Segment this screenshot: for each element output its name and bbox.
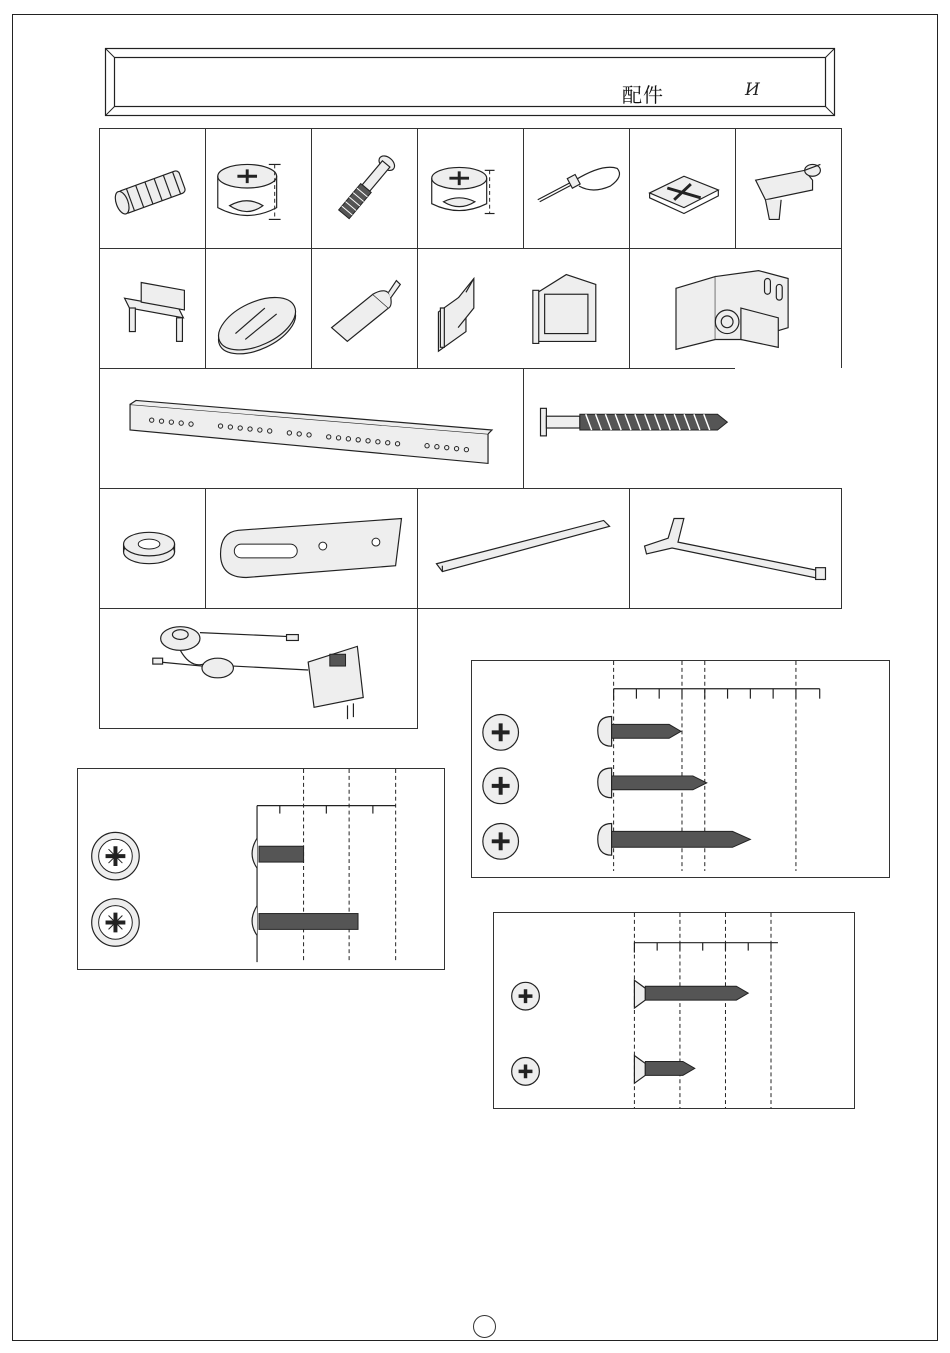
title-mark: И [745,80,760,100]
part-led-light-adapter [99,608,418,729]
part-flat-connecting-plate [205,488,418,609]
phillips-head-icon [483,715,519,751]
machine-screws-panel [77,768,445,970]
part-metal-bar [417,488,630,609]
part-washer [99,488,206,609]
title-frame [105,48,835,116]
part-allen-key [629,488,842,609]
part-wooden-dowel [99,128,206,249]
pozidriv-head-icon [92,832,140,880]
part-glass-door-hinge [417,248,630,369]
part-cable-tie-mount [629,128,736,249]
part-connector-screw [523,368,736,489]
page-number [473,1315,496,1338]
phillips-head-icon [512,1058,540,1086]
empty-cell [735,368,842,489]
part-shelf-support-pin [735,128,842,249]
part-cam-bolt [311,128,418,249]
pozidriv-head-icon [92,899,140,947]
phillips-head-icon [483,823,519,859]
part-cable-tie [523,128,630,249]
part-cam-lock-large [205,128,312,249]
part-oval-felt-pad [205,248,312,369]
pan-head-screws-panel [471,660,890,878]
part-cam-lock-small [417,128,524,249]
countersunk-screws-panel [493,912,855,1109]
part-glue-tube [311,248,418,369]
phillips-head-icon [512,982,540,1010]
part-hinge-bracket [629,248,842,369]
phillips-head-icon [483,768,519,804]
part-drawer-slide-rail [99,368,524,489]
page-title: 配件 [622,83,664,107]
part-u-handle-bracket [99,248,206,369]
